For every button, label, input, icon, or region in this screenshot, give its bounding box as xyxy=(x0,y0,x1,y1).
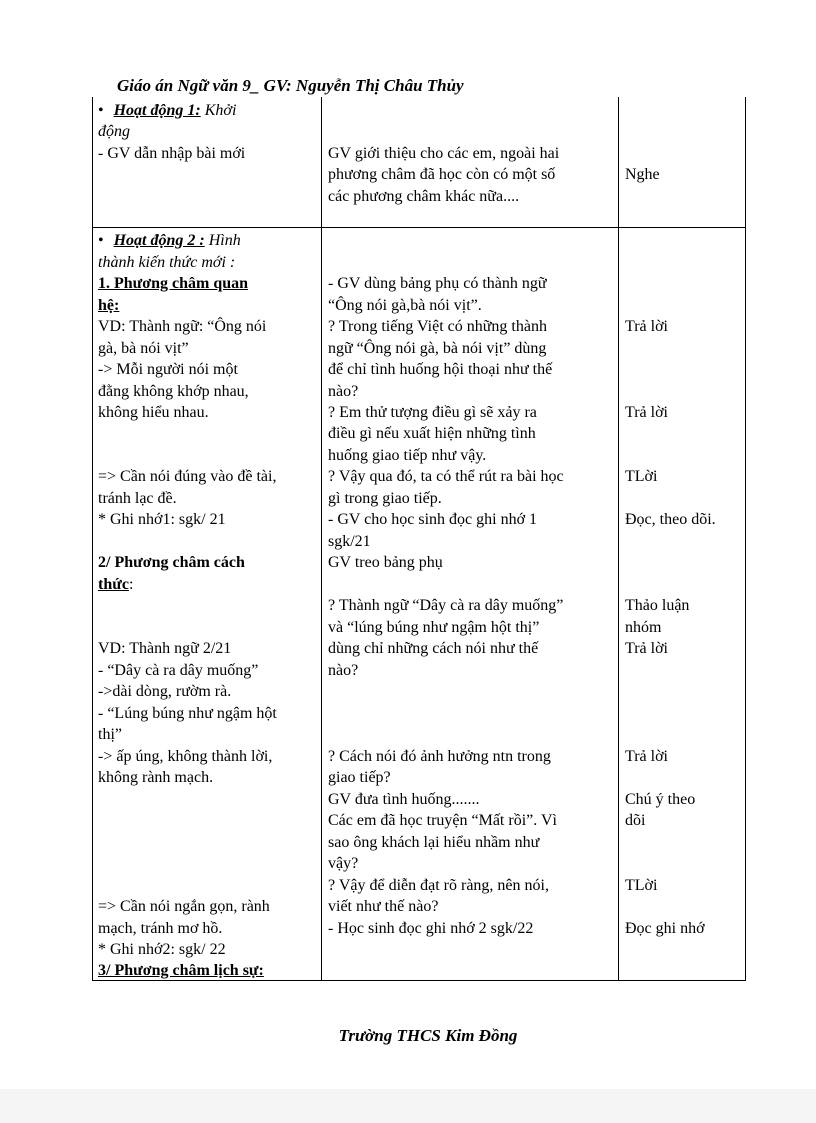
content-line: - “Lúng búng như ngậm hột xyxy=(98,705,277,722)
teacher-line: - Học sinh đọc ghi nhớ 2 sgk/22 xyxy=(328,920,534,937)
activity-1-intro: - GV dẫn nhập bài mới xyxy=(98,145,246,162)
content-line: * Ghi nhớ2: sgk/ 22 xyxy=(98,941,226,958)
student-activity: TLời xyxy=(625,468,658,485)
activity-2-heading: • Hoạt động 2 : Hình xyxy=(98,232,241,249)
row1-teacher-line: phương châm đã học còn có một số xyxy=(328,166,556,183)
student-activity: Đọc, theo dõi. xyxy=(625,511,716,528)
teacher-line: GV đưa tình huống....... xyxy=(328,791,480,808)
student-activity: Trả lời xyxy=(625,404,668,421)
teacher-line: nào? xyxy=(328,662,359,679)
school-name: Trường THCS Kim Đồng xyxy=(338,1026,518,1045)
student-activity: dõi xyxy=(625,812,646,829)
teacher-line: sgk/21 xyxy=(328,533,371,550)
teacher-line: ? Em thử tượng điều gì sẽ xảy ra xyxy=(328,404,537,421)
content-line: thị” xyxy=(98,726,122,743)
content-line: * Ghi nhớ1: sgk/ 21 xyxy=(98,511,226,528)
activity-1-heading: • Hoạt động 1: Khởi xyxy=(98,102,237,119)
content-line: không hiểu nhau. xyxy=(98,404,209,421)
page-header: Giáo án Ngữ văn 9_ GV: Nguyễn Thị Châu Thủy xyxy=(117,76,464,95)
teacher-line: để chỉ tình huống hội thoại như thế xyxy=(328,361,553,378)
section-3-title: 3/ Phương châm lịch sự: xyxy=(98,962,264,979)
teacher-line: - GV dùng bảng phụ có thành ngữ xyxy=(328,275,547,292)
teacher-line: và “lúng búng như ngậm hột thị” xyxy=(328,619,540,636)
bullet-icon: • xyxy=(98,232,104,249)
section-2-title-cont: thức: xyxy=(98,576,134,593)
teacher-line: GV treo bảng phụ xyxy=(328,554,443,571)
content-line: không rành mạch. xyxy=(98,769,214,786)
activity-1-heading-cont: động xyxy=(98,123,130,140)
row1-student-activity: Nghe xyxy=(625,166,660,183)
row1-teacher-line: GV giới thiệu cho các em, ngoài hai xyxy=(328,145,560,162)
content-line: tránh lạc đề. xyxy=(98,490,177,507)
table-border-right xyxy=(745,97,746,981)
student-activity: Trả lời xyxy=(625,318,668,335)
content-line: - “Dây cà ra dây muống” xyxy=(98,662,259,679)
teacher-line: “Ông nói gà,bà nói vịt”. xyxy=(328,297,482,314)
teacher-line: Các em đã học truyện “Mất rồi”. Vì xyxy=(328,812,557,829)
lesson-table xyxy=(92,97,746,981)
content-line: mạch, tránh mơ hồ. xyxy=(98,920,223,937)
student-activity: nhóm xyxy=(625,619,662,636)
teacher-line: ngữ “Ông nói gà, bà nói vịt” dùng xyxy=(328,340,547,357)
student-activity: Trả lời xyxy=(625,748,668,765)
row1-teacher-line: các phương châm khác nữa.... xyxy=(328,188,520,205)
student-activity: Đọc ghi nhớ xyxy=(625,920,705,937)
teacher-line: giao tiếp? xyxy=(328,769,391,786)
section-1-title-cont: hệ: xyxy=(98,297,120,314)
column-divider-1 xyxy=(321,97,322,981)
content-line: VD: Thành ngữ: “Ông nói xyxy=(98,318,267,335)
teacher-line: ? Vậy qua đó, ta có thể rút ra bài học xyxy=(328,468,564,485)
section-2-title: 2/ Phương châm cách xyxy=(98,554,245,571)
teacher-line: gì trong giao tiếp. xyxy=(328,490,442,507)
student-activity: Thảo luận xyxy=(625,597,690,614)
teacher-line: - GV cho học sinh đọc ghi nhớ 1 xyxy=(328,511,538,528)
content-line: đằng không khớp nhau, xyxy=(98,383,249,400)
content-line: VD: Thành ngữ 2/21 xyxy=(98,640,232,657)
student-activity: Trả lời xyxy=(625,640,668,657)
teacher-line: ? Thành ngữ “Dây cà ra dây muống” xyxy=(328,597,564,614)
content-line: => Cần nói đúng vào đề tài, xyxy=(98,468,277,485)
teacher-line: vậy? xyxy=(328,855,359,872)
teacher-line: huống giao tiếp như vậy. xyxy=(328,447,487,464)
teacher-line: sao ông khách lại hiểu nhầm như xyxy=(328,834,540,851)
teacher-line: dùng chỉ những cách nói như thế xyxy=(328,640,539,657)
row-divider xyxy=(92,227,746,228)
teacher-line: viết như thế nào? xyxy=(328,898,439,915)
student-activity: Chú ý theo xyxy=(625,791,696,808)
content-line: ->dài dòng, rườm rà. xyxy=(98,683,232,700)
table-border-left xyxy=(92,97,93,981)
column-divider-2 xyxy=(618,97,619,981)
student-activity: TLời xyxy=(625,877,658,894)
content-line: -> ấp úng, không thành lời, xyxy=(98,748,273,765)
teacher-line: ? Trong tiếng Việt có những thành xyxy=(328,318,547,335)
page-footer xyxy=(0,1026,816,1046)
teacher-line: điều gì nếu xuất hiện những tình xyxy=(328,425,536,442)
page-bottom-strip xyxy=(0,1089,816,1123)
section-1-title: 1. Phương châm quan xyxy=(98,275,249,292)
teacher-line: nào? xyxy=(328,383,359,400)
content-line: gà, bà nói vịt” xyxy=(98,340,189,357)
content-line: -> Mỗi người nói một xyxy=(98,361,238,378)
teacher-line: ? Vậy để diễn đạt rõ ràng, nên nói, xyxy=(328,877,549,894)
bullet-icon: • xyxy=(98,102,104,119)
teacher-line: ? Cách nói đó ảnh hưởng ntn trong xyxy=(328,748,551,765)
activity-2-heading-cont: thành kiến thức mới : xyxy=(98,254,236,271)
content-line: => Cần nói ngắn gọn, rành xyxy=(98,898,270,915)
